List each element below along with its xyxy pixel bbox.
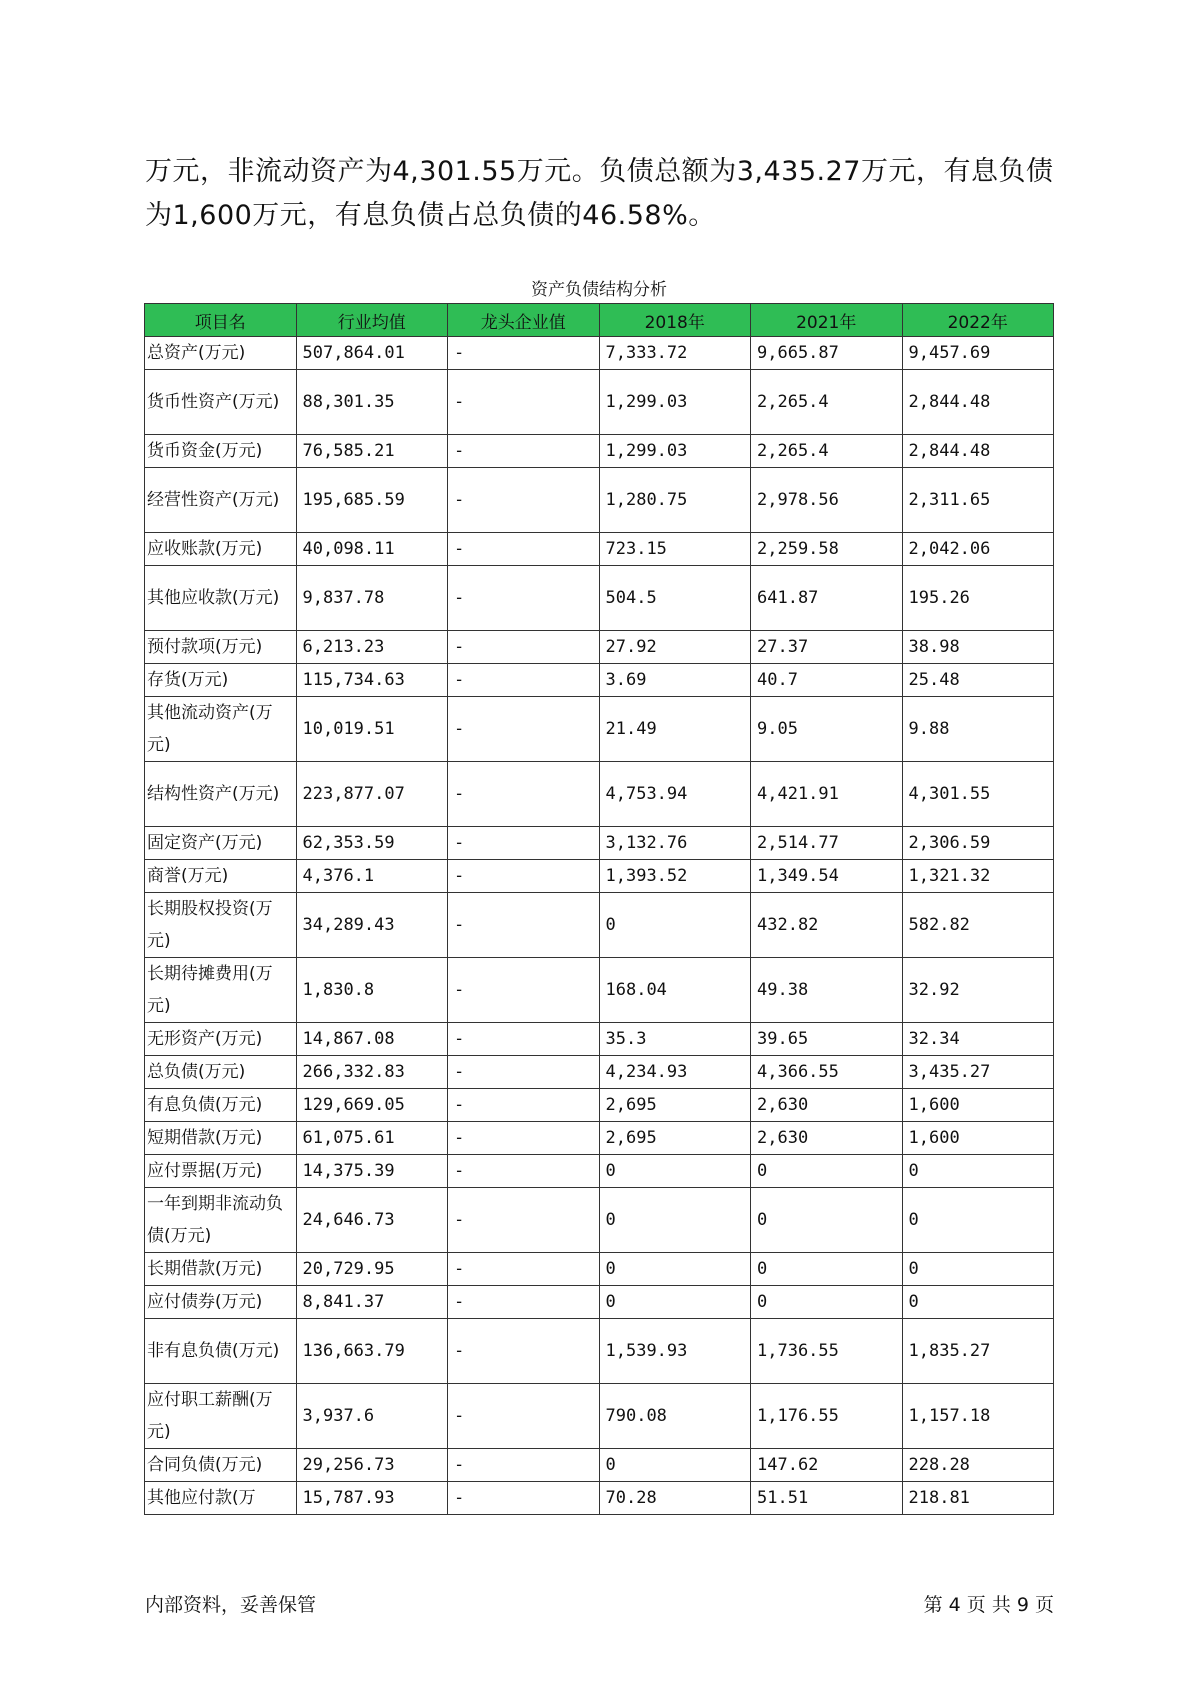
cell-2022: 195.26 bbox=[902, 566, 1054, 631]
cell-item-name: 应付票据(万元) bbox=[145, 1155, 297, 1188]
cell-leader-value: - bbox=[448, 1122, 600, 1155]
cell-industry-avg: 223,877.07 bbox=[296, 762, 448, 827]
table-row bbox=[145, 1319, 1054, 1384]
table-row bbox=[145, 1155, 1054, 1188]
table-row bbox=[145, 631, 1054, 664]
cell-2021: 147.62 bbox=[751, 1449, 903, 1482]
cell-2022: 9,457.69 bbox=[902, 337, 1054, 370]
cell-industry-avg: 15,787.93 bbox=[296, 1482, 448, 1515]
table-row bbox=[145, 958, 1054, 1023]
cell-2021: 27.37 bbox=[751, 631, 903, 664]
table-row bbox=[145, 1023, 1054, 1056]
cell-item-name: 其他应收款(万元) bbox=[145, 566, 297, 631]
cell-2021: 432.82 bbox=[751, 893, 903, 958]
cell-item-name: 应付债券(万元) bbox=[145, 1286, 297, 1319]
cell-item-name: 存货(万元) bbox=[145, 664, 297, 697]
cell-leader-value: - bbox=[448, 1286, 600, 1319]
cell-2018: 0 bbox=[599, 1188, 751, 1253]
cell-industry-avg: 24,646.73 bbox=[296, 1188, 448, 1253]
table-row bbox=[145, 893, 1054, 958]
cell-item-name: 货币资金(万元) bbox=[145, 435, 297, 468]
cell-industry-avg: 195,685.59 bbox=[296, 468, 448, 533]
cell-item-name: 货币性资产(万元) bbox=[145, 370, 297, 435]
cell-item-name: 其他应付款(万 bbox=[145, 1482, 297, 1515]
table-row bbox=[145, 827, 1054, 860]
cell-2018: 35.3 bbox=[599, 1023, 751, 1056]
header-leader-value: 龙头企业值 bbox=[448, 304, 600, 337]
table-caption: 资产负债结构分析 bbox=[531, 280, 667, 300]
cell-industry-avg: 266,332.83 bbox=[296, 1056, 448, 1089]
cell-leader-value: - bbox=[448, 860, 600, 893]
footer-page-number: 第 4 页 共 9 页 bbox=[923, 1594, 1054, 1616]
cell-item-name: 结构性资产(万元) bbox=[145, 762, 297, 827]
footer-confidential: 内部资料，妥善保管 bbox=[145, 1594, 317, 1616]
cell-industry-avg: 14,375.39 bbox=[296, 1155, 448, 1188]
cell-2018: 3,132.76 bbox=[599, 827, 751, 860]
cell-2018: 723.15 bbox=[599, 533, 751, 566]
cell-2021: 641.87 bbox=[751, 566, 903, 631]
table-header-row bbox=[145, 304, 1054, 337]
cell-2022: 0 bbox=[902, 1155, 1054, 1188]
cell-2022: 2,306.59 bbox=[902, 827, 1054, 860]
table-row bbox=[145, 860, 1054, 893]
cell-leader-value: - bbox=[448, 697, 600, 762]
cell-2021: 4,421.91 bbox=[751, 762, 903, 827]
cell-leader-value: - bbox=[448, 1155, 600, 1188]
cell-2022: 25.48 bbox=[902, 664, 1054, 697]
cell-leader-value: - bbox=[448, 1384, 600, 1449]
cell-leader-value: - bbox=[448, 1056, 600, 1089]
cell-item-name: 长期借款(万元) bbox=[145, 1253, 297, 1286]
cell-2021: 0 bbox=[751, 1253, 903, 1286]
cell-2018: 70.28 bbox=[599, 1482, 751, 1515]
cell-2022: 4,301.55 bbox=[902, 762, 1054, 827]
cell-2021: 1,349.54 bbox=[751, 860, 903, 893]
cell-industry-avg: 14,867.08 bbox=[296, 1023, 448, 1056]
table-row bbox=[145, 697, 1054, 762]
cell-industry-avg: 1,830.8 bbox=[296, 958, 448, 1023]
cell-industry-avg: 34,289.43 bbox=[296, 893, 448, 958]
cell-2022: 3,435.27 bbox=[902, 1056, 1054, 1089]
cell-2021: 2,630 bbox=[751, 1122, 903, 1155]
header-2021: 2021年 bbox=[751, 304, 903, 337]
cell-2022: 32.34 bbox=[902, 1023, 1054, 1056]
cell-industry-avg: 136,663.79 bbox=[296, 1319, 448, 1384]
cell-leader-value: - bbox=[448, 566, 600, 631]
cell-leader-value: - bbox=[448, 893, 600, 958]
cell-industry-avg: 4,376.1 bbox=[296, 860, 448, 893]
cell-2018: 0 bbox=[599, 1449, 751, 1482]
cell-leader-value: - bbox=[448, 1449, 600, 1482]
table-row bbox=[145, 1449, 1054, 1482]
header-industry-avg: 行业均值 bbox=[296, 304, 448, 337]
cell-industry-avg: 29,256.73 bbox=[296, 1449, 448, 1482]
cell-item-name: 长期待摊费用(万元) bbox=[145, 958, 297, 1023]
cell-2018: 1,393.52 bbox=[599, 860, 751, 893]
cell-2021: 2,265.4 bbox=[751, 370, 903, 435]
cell-2022: 582.82 bbox=[902, 893, 1054, 958]
cell-2018: 21.49 bbox=[599, 697, 751, 762]
cell-leader-value: - bbox=[448, 1482, 600, 1515]
cell-2018: 2,695 bbox=[599, 1089, 751, 1122]
cell-leader-value: - bbox=[448, 337, 600, 370]
cell-2022: 38.98 bbox=[902, 631, 1054, 664]
cell-2018: 2,695 bbox=[599, 1122, 751, 1155]
cell-industry-avg: 62,353.59 bbox=[296, 827, 448, 860]
cell-2018: 0 bbox=[599, 893, 751, 958]
cell-2022: 1,321.32 bbox=[902, 860, 1054, 893]
table-row bbox=[145, 566, 1054, 631]
cell-item-name: 商誉(万元) bbox=[145, 860, 297, 893]
cell-industry-avg: 88,301.35 bbox=[296, 370, 448, 435]
cell-2021: 51.51 bbox=[751, 1482, 903, 1515]
cell-2022: 1,835.27 bbox=[902, 1319, 1054, 1384]
cell-item-name: 无形资产(万元) bbox=[145, 1023, 297, 1056]
cell-2021: 9,665.87 bbox=[751, 337, 903, 370]
cell-leader-value: - bbox=[448, 631, 600, 664]
header-item-name: 项目名 bbox=[145, 304, 297, 337]
cell-2022: 2,042.06 bbox=[902, 533, 1054, 566]
cell-leader-value: - bbox=[448, 370, 600, 435]
cell-2022: 1,600 bbox=[902, 1122, 1054, 1155]
cell-industry-avg: 10,019.51 bbox=[296, 697, 448, 762]
cell-leader-value: - bbox=[448, 762, 600, 827]
cell-2022: 0 bbox=[902, 1188, 1054, 1253]
intro-line-1: 万元，非流动资产为4,301.55万元。负债总额为3,435.27万元，有息负债 bbox=[145, 156, 1054, 187]
cell-2018: 0 bbox=[599, 1286, 751, 1319]
cell-item-name: 有息负债(万元) bbox=[145, 1089, 297, 1122]
intro-paragraph bbox=[145, 150, 1065, 238]
table-row bbox=[145, 1253, 1054, 1286]
cell-industry-avg: 8,841.37 bbox=[296, 1286, 448, 1319]
cell-industry-avg: 6,213.23 bbox=[296, 631, 448, 664]
cell-2022: 0 bbox=[902, 1253, 1054, 1286]
cell-2021: 2,265.4 bbox=[751, 435, 903, 468]
cell-2022: 2,844.48 bbox=[902, 435, 1054, 468]
cell-2018: 4,234.93 bbox=[599, 1056, 751, 1089]
cell-leader-value: - bbox=[448, 958, 600, 1023]
cell-industry-avg: 20,729.95 bbox=[296, 1253, 448, 1286]
cell-2022: 218.81 bbox=[902, 1482, 1054, 1515]
cell-item-name: 一年到期非流动负债(万元) bbox=[145, 1188, 297, 1253]
cell-2022: 0 bbox=[902, 1286, 1054, 1319]
cell-2018: 504.5 bbox=[599, 566, 751, 631]
cell-leader-value: - bbox=[448, 664, 600, 697]
cell-2018: 7,333.72 bbox=[599, 337, 751, 370]
cell-2021: 0 bbox=[751, 1188, 903, 1253]
cell-industry-avg: 3,937.6 bbox=[296, 1384, 448, 1449]
table-row bbox=[145, 468, 1054, 533]
cell-2018: 3.69 bbox=[599, 664, 751, 697]
table-row bbox=[145, 1122, 1054, 1155]
table-row bbox=[145, 1089, 1054, 1122]
table-row bbox=[145, 1384, 1054, 1449]
cell-2021: 49.38 bbox=[751, 958, 903, 1023]
cell-leader-value: - bbox=[448, 827, 600, 860]
cell-leader-value: - bbox=[448, 1319, 600, 1384]
cell-item-name: 经营性资产(万元) bbox=[145, 468, 297, 533]
cell-leader-value: - bbox=[448, 435, 600, 468]
cell-2018: 4,753.94 bbox=[599, 762, 751, 827]
cell-item-name: 短期借款(万元) bbox=[145, 1122, 297, 1155]
header-2022: 2022年 bbox=[902, 304, 1054, 337]
cell-2021: 40.7 bbox=[751, 664, 903, 697]
cell-item-name: 长期股权投资(万元) bbox=[145, 893, 297, 958]
cell-2018: 790.08 bbox=[599, 1384, 751, 1449]
cell-leader-value: - bbox=[448, 1023, 600, 1056]
cell-2021: 0 bbox=[751, 1286, 903, 1319]
table-row bbox=[145, 435, 1054, 468]
cell-industry-avg: 129,669.05 bbox=[296, 1089, 448, 1122]
cell-item-name: 应收账款(万元) bbox=[145, 533, 297, 566]
cell-item-name: 非有息负债(万元) bbox=[145, 1319, 297, 1384]
table-row bbox=[145, 370, 1054, 435]
cell-2022: 2,844.48 bbox=[902, 370, 1054, 435]
cell-2018: 1,299.03 bbox=[599, 435, 751, 468]
table-body bbox=[145, 337, 1054, 1515]
cell-leader-value: - bbox=[448, 533, 600, 566]
cell-leader-value: - bbox=[448, 1253, 600, 1286]
cell-item-name: 固定资产(万元) bbox=[145, 827, 297, 860]
cell-2018: 1,280.75 bbox=[599, 468, 751, 533]
cell-2021: 0 bbox=[751, 1155, 903, 1188]
cell-leader-value: - bbox=[448, 1188, 600, 1253]
cell-2021: 2,630 bbox=[751, 1089, 903, 1122]
cell-industry-avg: 76,585.21 bbox=[296, 435, 448, 468]
cell-item-name: 总负债(万元) bbox=[145, 1056, 297, 1089]
cell-2021: 2,259.58 bbox=[751, 533, 903, 566]
table-row bbox=[145, 762, 1054, 827]
cell-item-name: 其他流动资产(万元) bbox=[145, 697, 297, 762]
cell-2021: 4,366.55 bbox=[751, 1056, 903, 1089]
cell-2021: 9.05 bbox=[751, 697, 903, 762]
cell-item-name: 预付款项(万元) bbox=[145, 631, 297, 664]
cell-2018: 1,299.03 bbox=[599, 370, 751, 435]
cell-item-name: 合同负债(万元) bbox=[145, 1449, 297, 1482]
header-2018: 2018年 bbox=[599, 304, 751, 337]
cell-2018: 0 bbox=[599, 1253, 751, 1286]
cell-industry-avg: 9,837.78 bbox=[296, 566, 448, 631]
cell-industry-avg: 40,098.11 bbox=[296, 533, 448, 566]
intro-line-2: 为1,600万元，有息负债占总负债的46.58%。 bbox=[145, 200, 716, 231]
table-row bbox=[145, 1056, 1054, 1089]
table-row bbox=[145, 1188, 1054, 1253]
cell-2018: 1,539.93 bbox=[599, 1319, 751, 1384]
cell-industry-avg: 507,864.01 bbox=[296, 337, 448, 370]
cell-industry-avg: 115,734.63 bbox=[296, 664, 448, 697]
cell-2021: 1,736.55 bbox=[751, 1319, 903, 1384]
cell-2018: 168.04 bbox=[599, 958, 751, 1023]
cell-leader-value: - bbox=[448, 468, 600, 533]
cell-2022: 32.92 bbox=[902, 958, 1054, 1023]
cell-2018: 0 bbox=[599, 1155, 751, 1188]
cell-industry-avg: 61,075.61 bbox=[296, 1122, 448, 1155]
cell-2021: 1,176.55 bbox=[751, 1384, 903, 1449]
table-row bbox=[145, 664, 1054, 697]
cell-2022: 2,311.65 bbox=[902, 468, 1054, 533]
cell-2022: 1,600 bbox=[902, 1089, 1054, 1122]
cell-item-name: 应付职工薪酬(万元) bbox=[145, 1384, 297, 1449]
balance-sheet-table bbox=[144, 303, 1054, 1515]
cell-2018: 27.92 bbox=[599, 631, 751, 664]
cell-2021: 2,978.56 bbox=[751, 468, 903, 533]
cell-2021: 2,514.77 bbox=[751, 827, 903, 860]
cell-item-name: 总资产(万元) bbox=[145, 337, 297, 370]
table-row bbox=[145, 533, 1054, 566]
cell-2022: 9.88 bbox=[902, 697, 1054, 762]
cell-2022: 228.28 bbox=[902, 1449, 1054, 1482]
table-row bbox=[145, 1286, 1054, 1319]
table-row bbox=[145, 1482, 1054, 1515]
cell-leader-value: - bbox=[448, 1089, 600, 1122]
cell-2022: 1,157.18 bbox=[902, 1384, 1054, 1449]
table-row bbox=[145, 337, 1054, 370]
cell-2021: 39.65 bbox=[751, 1023, 903, 1056]
